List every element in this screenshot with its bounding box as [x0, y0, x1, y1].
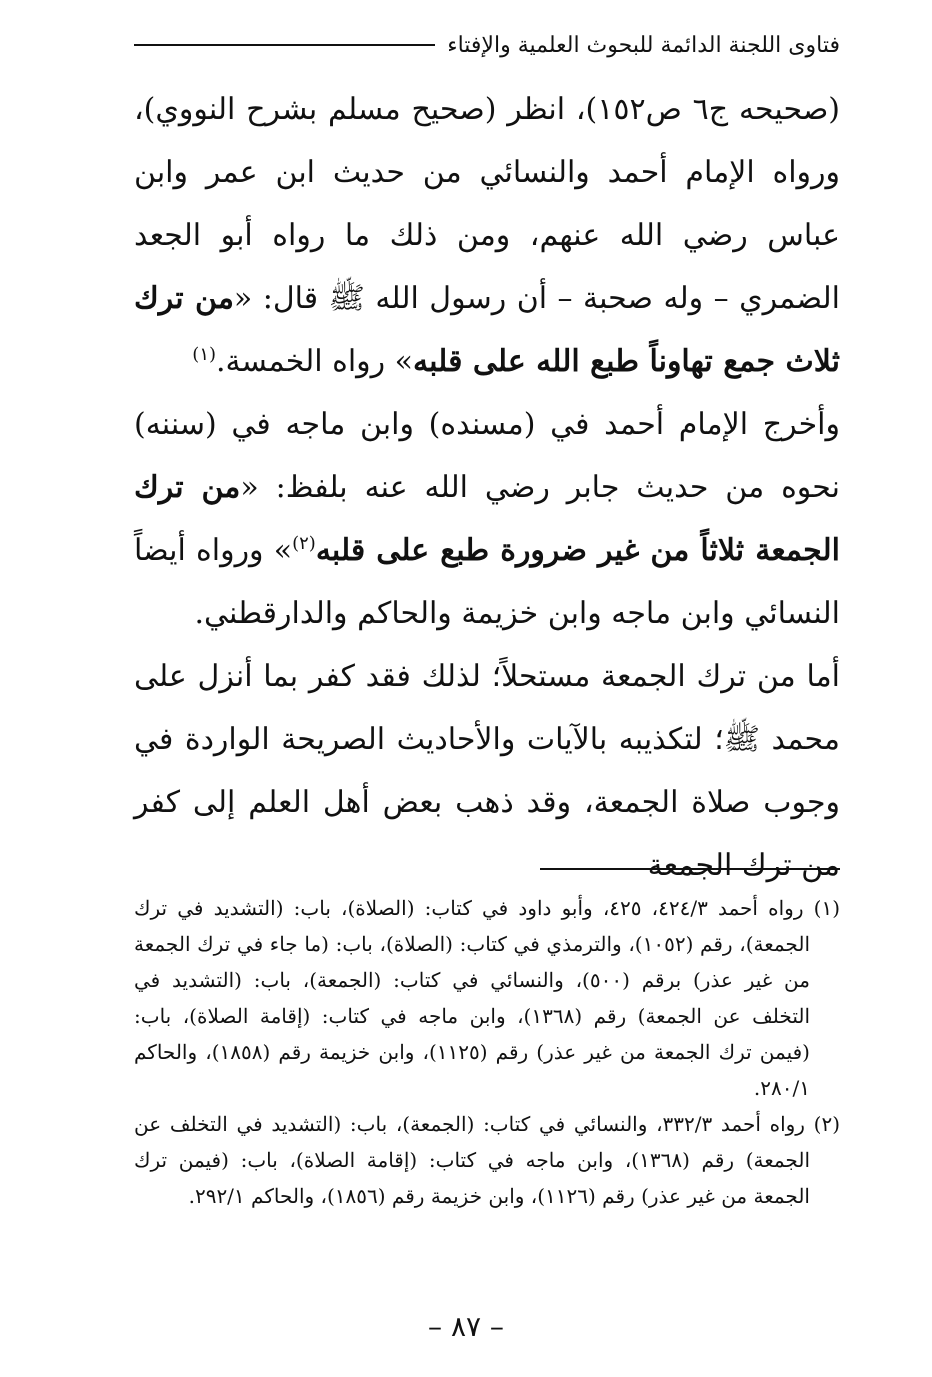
- running-header: [134, 30, 840, 60]
- paragraph-1-text-b: » رواه الخمسة.: [216, 344, 414, 379]
- footnote-2: (٢) رواه أحمد ٣٣٢/٣، والنسائي في كتاب: (الجمعة)، باب: (التشديد في التخلف عن الجمعة) رقم (١٣٦٨)، وابن ماجه في كتاب: (إقامة الصلاة)، باب: (فيمن ترك الجمعة من غير عذر) رقم (١١٢٦)، وابن خزيمة رقم (١٨٥٦)، والحاكم ٢٩٢/١.: [134, 1112, 840, 1208]
- footnote-separator: [540, 868, 840, 870]
- paragraph-3: أما من ترك الجمعة مستحلاً؛ لذلك فقد كفر بما أنزل على محمد ﷺ؛ لتكذيبه بالآيات والأحاديث الصريحة الواردة في وجوب صلاة الجمعة، وقد ذهب بعض أهل العلم إلى كفر من ترك الجمعة: [134, 659, 840, 883]
- hadith-quote-1: من ترك ثلاث جمع تهاوناً طبع الله على قلبه: [134, 281, 840, 379]
- footnote-ref-2: (٢): [292, 533, 316, 554]
- paragraph-1: [134, 78, 840, 393]
- header-rule: [134, 44, 435, 46]
- paragraph-2-text-b: » ورواه أيضاً النسائي وابن ماجه وابن خزيمة والحاكم والدارقطني.: [134, 533, 840, 631]
- main-text: [134, 78, 840, 897]
- hadith-quote-2: من ترك الجمعة ثلاثاً من غير ضرورة طبع على قلبه: [134, 470, 840, 568]
- paragraph-2: [134, 393, 840, 645]
- paragraph-2-text-a: وأخرج الإمام أحمد في (مسنده) وابن ماجه في (سننه) نحوه من حديث جابر رضي الله عنه بلفظ: «: [134, 407, 841, 505]
- page-number: – ٨٧ –: [428, 1310, 504, 1343]
- footnote-ref-1: (١): [192, 344, 217, 365]
- paragraph-1-text-a: (صحيحه ج٦ ص١٥٢)، انظر (صحيح مسلم بشرح النووي)، ورواه الإمام أحمد والنسائي من حديث ابن عمر وابن عباس رضي الله عنهم، ومن ذلك ما رواه أبو الجعد الضمري – وله صحبة – أن رسول الله ﷺ قال: «: [134, 92, 840, 316]
- footnote-1: (١) رواه أحمد ٤٢٤/٣، ٤٢٥، وأبو داود في كتاب: (الصلاة)، باب: (التشديد في ترك الجمعة)، رقم (١٠٥٢)، والترمذي في كتاب: (الصلاة)، باب: (ما جاء في ترك الجمعة من غير عذر) برقم (٥٠٠)، والنسائي في كتاب: (الجمعة)، باب: (التشديد في التخلف عن الجمعة) رقم (١٣٦٨)، وابن ماجه في كتاب: (إقامة الصلاة)، باب: (فيمن ترك الجمعة من غير عذر) رقم (١١٢٥)، وابن خزيمة رقم (١٨٥٨)، والحاكم ٢٨٠/١.: [134, 896, 840, 1100]
- header-title: فتاوى اللجنة الدائمة للبحوث العلمية والإفتاء: [447, 32, 840, 58]
- footnotes: [134, 890, 840, 1214]
